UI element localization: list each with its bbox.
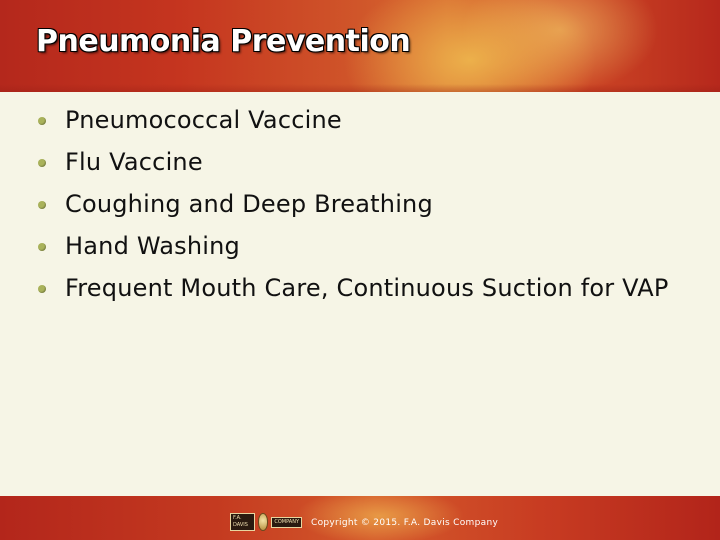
logo-emblem-icon xyxy=(258,513,269,531)
bullet-dot-icon xyxy=(38,285,46,293)
title-bar xyxy=(0,0,720,92)
publisher-logo xyxy=(230,514,302,530)
bullet-text: Coughing and Deep Breathing xyxy=(65,190,433,218)
bullet-item xyxy=(38,145,688,179)
bullet-dot-icon xyxy=(38,159,46,167)
bullet-item xyxy=(38,271,688,305)
bullet-item xyxy=(38,187,688,221)
bullet-list xyxy=(38,103,688,313)
bullet-text: Pneumococcal Vaccine xyxy=(65,106,342,134)
bullet-text: Frequent Mouth Care, Continuous Suction for VAP xyxy=(65,274,669,302)
bullet-text: Flu Vaccine xyxy=(65,148,203,176)
bullet-dot-icon xyxy=(38,117,46,125)
bullet-text: Hand Washing xyxy=(65,232,240,260)
bullet-dot-icon xyxy=(38,243,46,251)
footer-bar xyxy=(0,496,720,540)
bullet-dot-icon xyxy=(38,201,46,209)
logo-left-text: F.A. DAVIS xyxy=(230,513,255,531)
logo-right-text: COMPANY xyxy=(271,517,302,528)
bullet-item xyxy=(38,229,688,263)
copyright-text: Copyright © 2015. F.A. Davis Company xyxy=(311,518,499,528)
bullet-item xyxy=(38,103,688,137)
slide-title: Pneumonia Prevention xyxy=(36,24,411,59)
